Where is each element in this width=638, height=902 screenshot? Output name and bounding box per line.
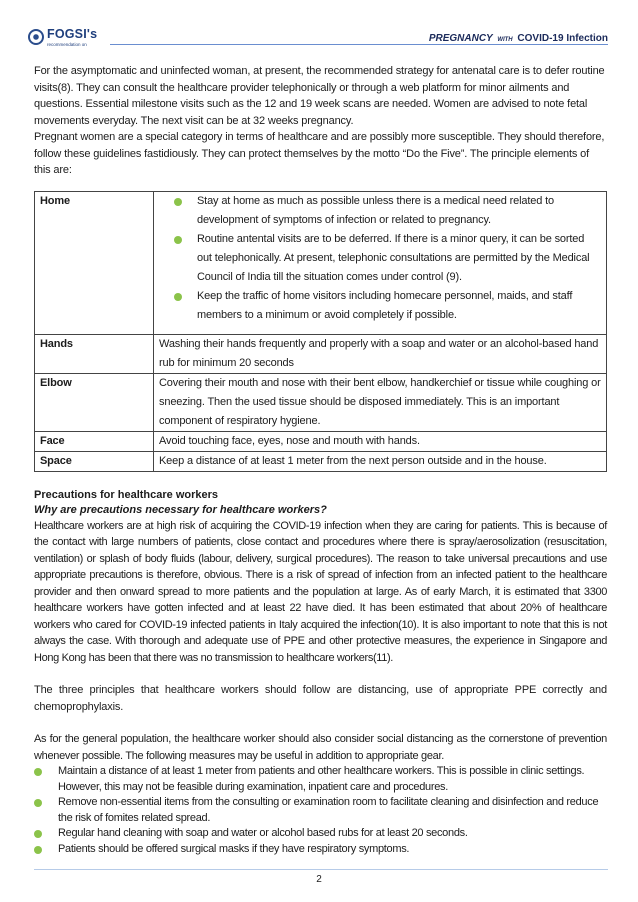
page-header: [0, 0, 638, 50]
table-row-space: [35, 451, 607, 471]
hands-label: Hands: [35, 334, 154, 373]
bullet-dot-icon: [34, 846, 42, 854]
table-row-hands: [35, 334, 607, 373]
home-cell: [154, 191, 607, 334]
page-number: 2: [316, 874, 322, 885]
list-item: Maintain a distance of at least 1 meter from patients and other healthcare workers. This is possible in clinic settings. However, this may not be feasible during examination, inpatient care and procedures.: [34, 764, 607, 795]
face-text: Avoid touching face, eyes, nose and mouth with hands.: [154, 431, 607, 451]
list-item: Patients should be offered surgical masks if they have respiratory symptoms.: [34, 842, 607, 858]
bullet-dot-icon: [34, 830, 42, 838]
section-subheading: Why are precautions necessary for healthcare workers?: [34, 503, 327, 516]
intro-paragraph-1: For the asymptomatic and uninfected woman, at present, the recommended strategy for antenatal care is to defer routine visits(8). They can consult the healthcare provider telephonically or through a web platform for minor ailments and questions. Essential milestone visits such as the 12 and 19 week scans are needed. Women are advised to note fetal movements everyday. The next visit can be at 32 weeks pregnancy.: [34, 65, 605, 127]
bullet-dot-icon: [174, 293, 182, 301]
fogsi-seal-icon: [28, 29, 44, 45]
main-content: [34, 63, 607, 857]
fogsi-logo: [28, 26, 97, 48]
title-part1: PREGNANCY: [428, 33, 493, 44]
title-with: WITH: [497, 37, 513, 43]
bullet-dot-icon: [34, 768, 42, 776]
logo-subtitle: recommendation on: [47, 42, 87, 47]
table-row-elbow: [35, 373, 607, 431]
precautions-paragraph-1: Healthcare workers are at high risk of acquiring the COVID-19 infection when they are caring for patients. This is because of the contact with large numbers of patients, close contact and procedures where there is spray/aerosolization (resuscitation, ventilation) or splash of body fluids (labour, delivery, surgical procedures). The reason to take universal precautions and use appropriate precautions is therefore, obvious. There is a risk of spread of infection from an infected patient to the healthcare provider and then onward spread to more patients and the population at large. As of early March, it is estimated that 3300 healthcare workers have gotten infected and at least 22 have died. It has been estimated that about 20% of healthcare workers who cared for COVID-19 infected patients in Italy acquired the infection(10). It is also important to note that this is not always the case. With thorough and adequate use of PPE and other protective measures, the experience in Singapore and Hong Kong has been that there was no transmission to healthcare workers(11).: [34, 519, 607, 664]
list-item: Remove non-essential items from the consulting or examination room to facilitate cleaning and disinfection and reduce the risk of fomites related spread.: [34, 795, 607, 826]
header-divider: [110, 44, 608, 45]
list-item: Regular hand cleaning with soap and water or alcohol based rubs for at least 20 seconds.: [34, 826, 607, 842]
table-row-home: [35, 191, 607, 334]
section-heading: Precautions for healthcare workers: [34, 488, 219, 501]
table-row-face: [35, 431, 607, 451]
bullet-dot-icon: [34, 799, 42, 807]
footer-divider: [34, 869, 608, 870]
space-text: Keep a distance of at least 1 meter from the next person outside and in the house.: [154, 451, 607, 471]
precautions-list: [34, 764, 607, 857]
precautions-paragraph-3: As for the general population, the healthcare worker should also consider social distancing as the cornerstone of prevention whenever possible. The following measures may be useful in addition to appropriate gear.: [34, 733, 607, 762]
hands-text: Washing their hands frequently and properly with a soap and water or an alcohol-based hand rub for minimum 20 seconds: [154, 334, 607, 373]
bullet-dot-icon: [174, 236, 182, 244]
home-label: Home: [35, 191, 154, 334]
logo-title: FOGSI's: [47, 27, 98, 41]
elbow-label: Elbow: [35, 373, 154, 431]
home-bullet-1: Stay at home as much as possible unless there is a medical need related to development of symptoms of infection or related to pregnancy.: [159, 192, 601, 230]
document-title: [429, 33, 608, 44]
intro-paragraph-2: Pregnant women are a special category in terms of healthcare and are possibly more susceptible. They should therefore, follow these guidelines fastidiously. They can protect themselves by the motto “Do the Five”. The principle elements of this are:: [34, 131, 605, 176]
space-label: Space: [35, 451, 154, 471]
bullet-dot-icon: [174, 198, 182, 206]
elbow-text: Covering their mouth and nose with their bent elbow, handkerchief or tissue while coughing or sneezing. Then the used tissue should be disposed immediately. This is an important component of respiratory hygiene.: [154, 373, 607, 431]
face-label: Face: [35, 431, 154, 451]
home-bullet-3: Keep the traffic of home visitors including homecare personnel, maids, and staff members to a minimum or avoid completely if possible.: [159, 287, 601, 325]
do-the-five-table: [34, 191, 607, 472]
precautions-paragraph-2: The three principles that healthcare workers should follow are distancing, use of appropriate PPE correctly and chemoprophylaxis.: [34, 684, 607, 713]
title-part2: COVID-19 Infection: [517, 33, 608, 44]
home-bullet-2: Routine antental visits are to be deferred. If there is a minor query, it can be sorted out telephonically. At present, telephonic consultations are permitted by the Medical Council of India till the situation comes under control (9).: [159, 230, 601, 287]
